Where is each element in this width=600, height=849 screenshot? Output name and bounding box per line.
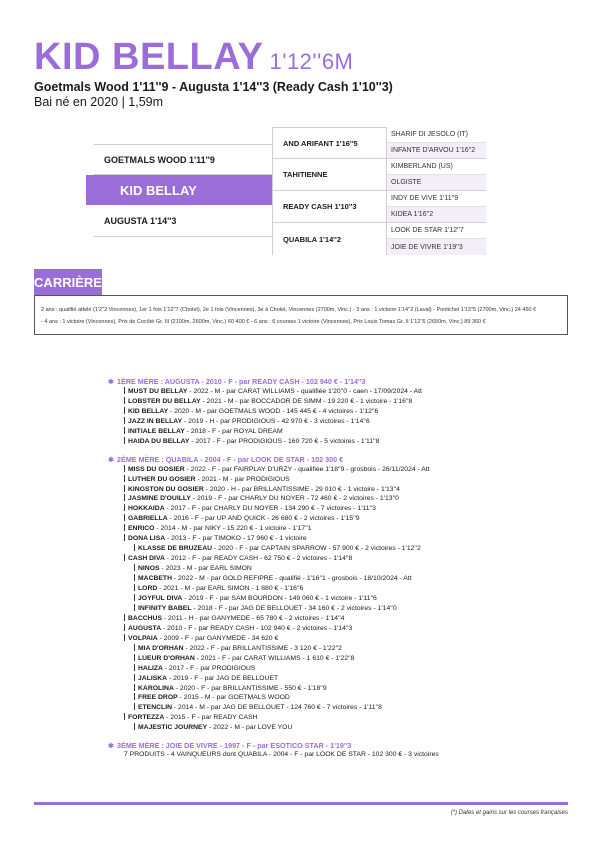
product-name: JAZZ IN BELLAY: [128, 417, 183, 425]
product-name: HAIDA DU BELLAY: [128, 437, 190, 445]
product-name: MAJESTIC JOURNEY: [138, 724, 208, 732]
product-row: [124, 475, 290, 483]
product-row: [124, 514, 360, 522]
pedigree-g3-7: JOIE DE VIVRE 1'19''3: [386, 239, 486, 255]
product-details: - 2020 - F - par CAPTAIN SPARROW - 57 900 € - 2 victoires - 1'12''2: [212, 545, 421, 553]
product-name: MUST DU BELLAY: [128, 387, 188, 395]
product-row: [124, 634, 278, 642]
product-row: [134, 674, 278, 682]
row-bar: [124, 534, 125, 541]
birth-line: Bai né en 2020 | 1,59m: [34, 95, 164, 109]
pedigree-g3-0: SHARIF DI JESOLO (IT): [386, 127, 486, 143]
product-details: - 2019 - F - par CHARLY DU NOYER - 72 460 € - 2 victoires - 1'13''0: [190, 495, 399, 503]
product-details: - 2021 - F - par CARAT WILLIAMS - 1 610 € - 1'22''8: [194, 654, 355, 662]
career-label: CARRIÈRE: [34, 269, 102, 295]
product-details: - 2017 - F - par CHARLY DU NOYER - 134 290 € - 7 victoires - 1'11''3: [164, 505, 376, 513]
product-row: [124, 751, 439, 758]
product-details: - 2015 - F - par READY CASH: [164, 714, 258, 722]
row-bar: [124, 504, 125, 511]
career-line-1: 2 ans : qualifié attelé (1'2''2 Vincennes), 1er 1 fois 1'12''7 (Cholet), 2e 1 fois (Vincennes), 3e à Cholet, Vincennes (2700m, Vinc.) - 3 ans : 1 victoire 1'14''2 (Laval) - Pontichel 1'13''5 (2700m, Vinc.) 24 450 €: [41, 307, 537, 313]
row-bar: [134, 723, 135, 730]
career-box: [34, 295, 568, 335]
pedigree-horse: KID BELLAY: [86, 175, 272, 205]
row-bar: [124, 494, 125, 501]
product-name: CASH DIVA: [128, 555, 165, 563]
product-row: [134, 594, 377, 602]
product-details: - 2020 - F - par BRILLANTISSIME - 550 € - 1'18''9: [173, 684, 327, 692]
row-bar: [124, 514, 125, 521]
product-name: KINGSTON DU GOSIER: [128, 485, 204, 493]
row-bar: [124, 407, 125, 414]
product-row: [134, 604, 397, 612]
row-bar: [124, 387, 125, 394]
pedigree-g3-3: OLGISTE: [386, 175, 486, 191]
product-row: [134, 723, 292, 731]
mare-heading: [108, 741, 351, 750]
product-name: AUGUSTA: [128, 624, 162, 632]
product-name: INITIALE BELLAY: [128, 427, 185, 435]
product-row: [124, 614, 344, 622]
product-row: [134, 684, 327, 692]
row-bar: [134, 664, 135, 671]
product-details: - 2019 - F - par SAM BOURDON - 149 060 € - 1 victoire - 1'11''6: [182, 594, 377, 602]
pedigree-g2-0: AND ARIFANT 1'16''5: [272, 127, 386, 159]
product-name: JASMINE D'OUILLY: [128, 495, 191, 503]
product-name: NINOS: [138, 565, 160, 573]
product-details: - 2021 - M - par BOCCADOR DE SIMM - 19 220 € - 1 victoire - 1'16''8: [200, 397, 413, 405]
row-bar: [124, 634, 125, 641]
product-details: - 2016 - F - par UP AND QUICK - 26 680 € - 2 victoires - 1'15''9: [167, 515, 360, 523]
product-details: - 2014 - M - par JAG DE BELLOUET - 124 760 € - 7 victoires - 1'11''8: [172, 704, 382, 712]
product-details: - 2021 - M - par EARL SIMON - 1 880 € - 1'16''6: [157, 585, 304, 592]
row-bar: [124, 713, 125, 720]
product-details: - 2020 - H - par BRILLANTISSIME - 29 010 € - 1 victoire - 1'13''4: [203, 485, 400, 493]
product-details: - 2019 - H - par PRODIGIOUS - 42 970 € - 3 victoires - 1'14''6: [182, 417, 370, 425]
row-bar: [134, 674, 135, 681]
product-row: [134, 644, 342, 652]
product-row: [124, 524, 312, 532]
product-details: - 2018 - F - par ROYAL DREAM: [184, 427, 283, 435]
product-row: [124, 494, 399, 502]
career-line-2: - 4 ans : 1 victoire (Vincennes), Prix de Cocôté Gr. III (2100m, 2600m, Vinc.) 60 400 € - 6 ans : 6 courses 1 victoire (Vincennes), Prix Louis Tomas Gr. II 1'12''6 (2650m, Vinc.) 89 360 €: [41, 319, 486, 325]
product-details: - 2022 - M - par CARAT WILLIAMS - qualifiée 1'20''0 - caen - 17/09/2024 - Att: [187, 387, 422, 395]
product-name: FORTEZZA: [128, 714, 165, 722]
product-details: - 2022 - F - par BRILLANTISSIME - 3 120 € - 1'22''2: [183, 644, 342, 652]
row-bar: [124, 475, 125, 482]
product-row: [134, 584, 303, 592]
row-bar: [134, 604, 135, 611]
row-bar: [124, 485, 125, 492]
product-details: - 2021 - M - par PRODIGIOUS: [195, 475, 290, 483]
row-bar: [134, 544, 135, 551]
row-bar: [124, 465, 125, 472]
row-bar: [134, 703, 135, 710]
product-name: HOKKAIDA: [128, 505, 165, 513]
row-bar: [124, 437, 125, 444]
product-row: [124, 387, 422, 395]
product-details: - 2023 - M - par EARL SIMON: [159, 565, 252, 573]
mare-text: 1ÈRE MÈRE : AUGUSTA - 2010 - F - par READY CASH - 102 940 € - 1'14''3: [117, 377, 366, 386]
horse-name: KID BELLAY: [34, 36, 264, 78]
mare-text: 2ÈME MÈRE : QUABILA - 2004 - F - par LOOK DE STAR - 102 300 €: [117, 454, 344, 464]
horse-record: 1'12''6M: [269, 49, 354, 74]
product-details: - 2020 - M - par GOETMALS WOOD - 145 445 € - 4 victoires - 1'12''6: [168, 407, 379, 415]
asterisk-icon: ✱: [108, 377, 115, 386]
product-name: KAROLINA: [138, 684, 174, 692]
product-details: - 2022 - M - par LOVE YOU: [207, 724, 293, 732]
product-row: [124, 504, 376, 512]
product-details: - 2017 - F - par PRODIGIOUS: [162, 664, 256, 672]
row-bar: [124, 427, 125, 434]
product-row: [124, 534, 307, 542]
product-details: - 2013 - F - par TIMOKO - 17 960 € - 1 victoire: [165, 535, 307, 543]
pedigree-g3-4: INDY DE VIVE 1'11''9: [386, 191, 486, 207]
asterisk-icon: ✱: [108, 741, 115, 751]
product-name: KID BELLAY: [128, 407, 169, 415]
product-name: ENRICO: [128, 525, 155, 533]
product-details: - 2017 - F - par PRODIGIOUS - 160 720 € - 5 victoires - 1'11''8: [189, 437, 380, 445]
product-name: MIA D'ORHAN: [138, 644, 184, 652]
mare-heading: [108, 455, 343, 464]
product-row: [134, 664, 255, 672]
product-name: LORD: [138, 585, 158, 592]
row-bar: [134, 564, 135, 571]
pedigree-dam: AUGUSTA 1'14''3: [94, 206, 272, 237]
product-row: [134, 564, 252, 572]
row-bar: [124, 397, 125, 404]
product-row: [124, 624, 352, 632]
product-details: - 2011 - H - par GANYMEDE - 65 780 € - 2 victoires - 1'14''4: [162, 614, 345, 622]
product-details: - 2019 - F - par JAG DE BELLOUET: [167, 674, 279, 682]
bottom-rule: [34, 802, 568, 805]
row-bar: [134, 684, 135, 691]
product-row: [124, 407, 378, 415]
product-row: [124, 485, 400, 493]
product-name: HALIZA: [138, 664, 163, 672]
product-name: KLASSE DE BRUZEAU: [138, 545, 213, 553]
row-bar: [124, 524, 125, 531]
product-row: [134, 693, 290, 701]
product-name: ETENCLIN: [138, 704, 172, 712]
pedigree-g3-5: KIDEA 1'16''2: [386, 207, 486, 223]
product-details: - 2014 - M - par NIKY - 15 220 € - 1 victoire - 1'17''1: [154, 525, 312, 533]
product-row: [124, 554, 352, 562]
row-bar: [124, 614, 125, 621]
product-details: 7 PRODUITS - 4 VAINQUEURS dont QUABILA - 2004 - F - par LOOK DE STAR - 102 300 € - 3 victoires: [124, 751, 439, 759]
product-name: MISS DU GOSIER: [128, 465, 185, 473]
product-name: LUTHER DU GOSIER: [128, 475, 196, 483]
product-details: - 2022 - F - par FAIRPLAY D'URZY - qualifiée 1'18''9 - grosbois - 26/11/2024 - Att: [184, 465, 430, 473]
product-row: [124, 713, 257, 721]
product-name: LOBSTER DU BELLAY: [128, 397, 201, 405]
product-details: - 2009 - F - par GANYMEDE - 34 620 €: [157, 634, 279, 642]
pedigree-g2-3: QUABILA 1'14''2: [272, 223, 386, 255]
row-bar: [124, 624, 125, 631]
product-row: [124, 417, 370, 425]
product-details: - 2018 - F - par JAG DE BELLOUET - 34 160 € - 2 victoires - 1'14''0: [191, 604, 397, 612]
pedigree-g3-2: KIMBERLAND (US): [386, 159, 486, 175]
footnote: (*) Dates et gains sur les courses françaises: [450, 810, 568, 816]
product-name: INFINITY BABEL: [138, 604, 192, 612]
row-bar: [124, 417, 125, 424]
product-name: LUEUR D'ORHAN: [138, 654, 195, 662]
product-row: [134, 544, 421, 552]
product-name: VOLPAIA: [128, 634, 158, 642]
product-name: GABRIELLA: [128, 515, 168, 523]
pedigree-g2-2: READY CASH 1'10''3: [272, 191, 386, 223]
product-name: BACCHUS: [128, 614, 162, 622]
row-bar: [134, 574, 135, 581]
product-row: [124, 427, 283, 435]
pedigree-sire: GOETMALS WOOD 1'11''9: [94, 144, 272, 175]
pedigree-g2-1: TAHITIENNE: [272, 159, 386, 191]
asterisk-icon: ✱: [108, 454, 115, 464]
product-row: [134, 654, 354, 662]
parents-line: Goetmals Wood 1'11''9 - Augusta 1'14''3 (Ready Cash 1'10''3): [34, 80, 393, 94]
row-bar: [124, 554, 125, 561]
row-bar: [134, 644, 135, 651]
pedigree-g3-6: LOOK DE STAR 1'12''7: [386, 223, 486, 239]
product-details: - 2012 - F - par READY CASH - 62 750 € - 2 victoires - 1'14''8: [164, 555, 353, 563]
product-name: MACBETH: [138, 575, 172, 583]
row-bar: [134, 594, 135, 601]
product-row: [134, 574, 412, 582]
row-bar: [134, 654, 135, 661]
product-details: - 2022 - M - par GOLD REFIPRE - qualifié - 1'16''1 - grosbois - 18/10/2024 - Att: [171, 575, 412, 583]
product-details: - 2015 - M - par GOETMALS WOOD: [177, 694, 290, 702]
product-row: [124, 437, 379, 445]
row-bar: [134, 584, 135, 591]
mare-text: 3ÈME MÈRE : JOIE DE VIVRE - 1997 - F - par ESOTICO STAR - 1'19''3: [117, 741, 352, 751]
product-name: DONA LISA: [128, 535, 166, 543]
product-name: FREE DROP: [138, 694, 178, 702]
product-row: [124, 465, 430, 473]
row-bar: [134, 693, 135, 700]
product-name: JALISKA: [138, 674, 168, 682]
pedigree-g3-1: INFANTE D'ARVOU 1'16''2: [386, 143, 486, 159]
product-details: - 2010 - F - par READY CASH - 102 940 € - 2 victoires - 1'14''3: [161, 624, 353, 632]
product-name: JOYFUL DIVA: [138, 594, 183, 602]
mare-heading: [108, 377, 365, 386]
product-row: [134, 703, 382, 711]
horse-title: [34, 36, 353, 79]
product-row: [124, 397, 412, 405]
